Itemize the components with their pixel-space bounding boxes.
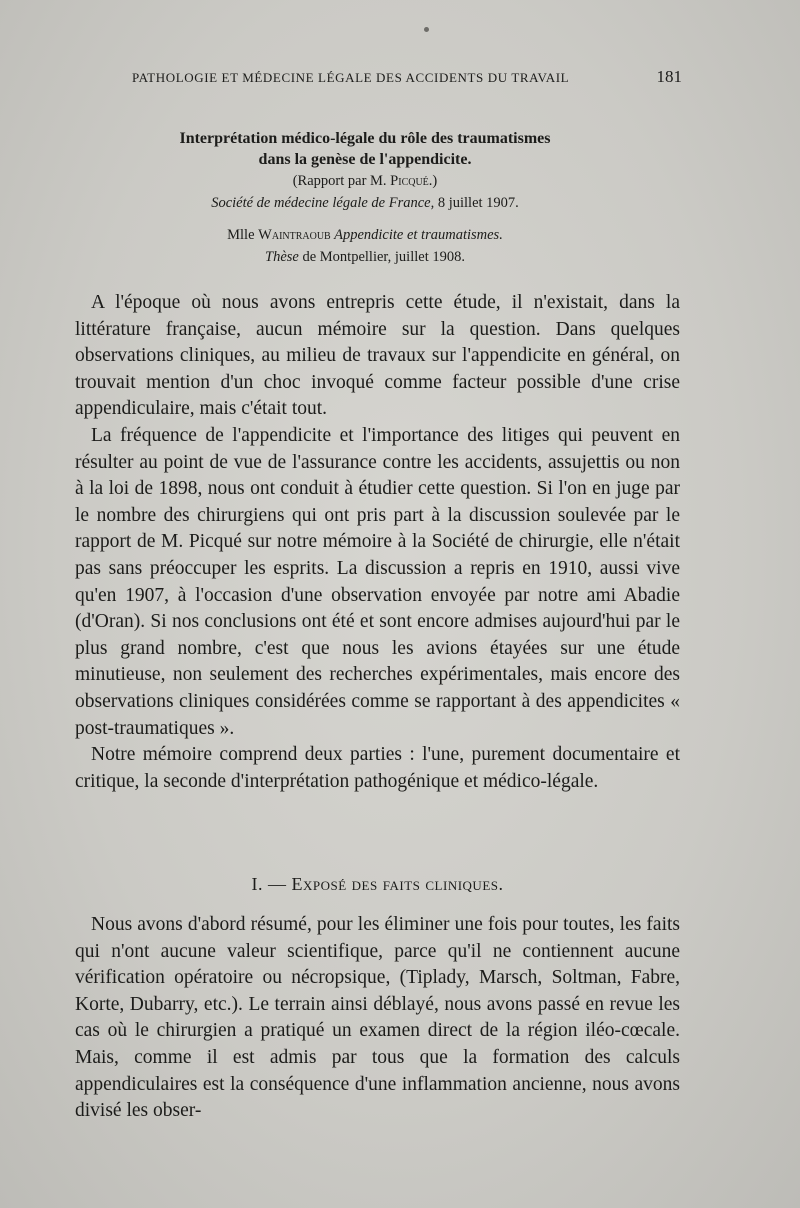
section-title: Exposé des faits cliniques. <box>291 874 504 894</box>
article-title-line-2: dans la genèse de l'appendicite. <box>258 151 472 168</box>
paragraph: La fréquence de l'appendicite et l'importance des litiges qui peuvent en résulter au point de vue de l'assurance contre les accidents, assujettis ou non à la loi de 1898, nous ont conduit à étudier cette question. Si l'on en juge par le nombre des chirurgiens qui ont pris part à la discussion soulevée par le rapport de M. Picqué sur notre mémoire à la Société de chirurgie, elle n'était pas sans préoccuper les esprits. La discussion a repris en 1910, aussi vive qu'en 1907, à l'occasion d'une observation envoyée par notre ami Abadie (d'Oran). Si nos conclusions ont été et sont encore admises aujourd'hui par le plus grand nombre, c'est que nous les avions étayées sur une étude minutieuse, non seulement des recherches expérimentales, mais encore des observations cliniques considérées comme se rapportant à des appendicites « post-traumatiques ». <box>75 424 680 739</box>
thesis-place: de Montpellier, juillet 1908. <box>298 249 465 265</box>
page-number: 181 <box>656 67 682 86</box>
thesis-kind: Thèse <box>265 249 299 265</box>
thesis-author: Waintraoub <box>258 227 331 243</box>
main-body-text <box>75 290 680 795</box>
report-close: .) <box>428 173 438 189</box>
paragraph: Notre mémoire comprend deux parties : l'une, purement documentaire et critique, la seconde d'interprétation pathogénique et médico-légale. <box>75 744 680 792</box>
report-reference <box>130 170 600 192</box>
society-reference <box>130 192 600 214</box>
running-title: PATHOLOGIE ET MÉDECINE LÉGALE DES ACCIDENTS DU TRAVAIL <box>132 70 570 85</box>
report-author: Picqué <box>390 173 429 189</box>
running-header <box>132 67 682 86</box>
section-numeral: I. — <box>251 874 292 894</box>
thesis-prefix: Mlle <box>227 227 259 243</box>
thesis-details <box>130 246 600 268</box>
section-body-text <box>75 912 680 1125</box>
section-heading <box>75 874 680 895</box>
society-date: 8 juillet 1907. <box>434 195 519 211</box>
article-title-block <box>130 128 600 268</box>
report-open: (Rapport par M. <box>292 173 391 189</box>
society-name: Société de médecine légale de France, <box>211 195 435 211</box>
thesis-title: Appendicite et traumatismes. <box>330 227 503 243</box>
thesis-reference <box>130 224 600 246</box>
article-title-line-1: Interprétation médico-légale du rôle des traumatismes <box>179 130 551 147</box>
ink-spot <box>424 27 429 32</box>
paragraph: A l'époque où nous avons entrepris cette étude, il n'existait, dans la littérature française, aucun mémoire sur la question. Dans quelques observations cliniques, au milieu de travaux sur l'appendicite en général, on trouvait mention d'un choc invoqué comme facteur possible d'une crise appendiculaire, mais c'était tout. <box>75 292 680 420</box>
paragraph: Nous avons d'abord résumé, pour les éliminer une fois pour toutes, les faits qui n'ont aucune valeur scientifique, parce qu'il ne contiennent aucune vérification opératoire ou nécropsique, (Tiplady, Marsch, Soltman, Fabre, Korte, Dubarry, etc.). Le terrain ainsi déblayé, nous avons passé en revue les cas où le chirurgien a pratiqué un examen direct de la région iléo-cœcale. Mais, comme il est admis par tous que la formation des calculs appendiculaires est la conséquence d'une inflammation ancienne, nous avons divisé les obser- <box>75 914 680 1122</box>
